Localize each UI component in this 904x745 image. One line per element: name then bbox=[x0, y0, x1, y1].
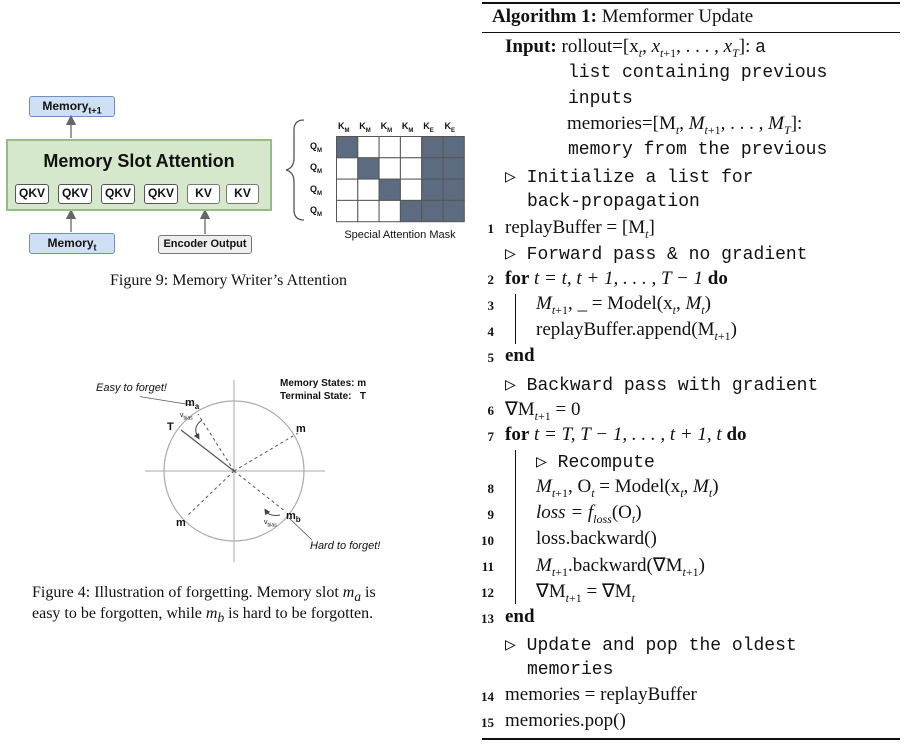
line-number-4: 4 bbox=[487, 324, 494, 339]
line-number-10: 10 bbox=[481, 533, 494, 548]
slot-qkv-2: QKV bbox=[58, 184, 92, 204]
mask-cell-empty bbox=[358, 179, 379, 200]
algorithm-title bbox=[492, 6, 753, 28]
comment-update-2: memories bbox=[527, 660, 614, 680]
mask-col-label: $K_M$ bbox=[380, 121, 393, 134]
mask-cell-filled bbox=[358, 158, 379, 179]
mb-main: m bbox=[286, 510, 296, 522]
alg-line-3: $M_{t+1}$, _ = $Model(x_t$, $M_t$) bbox=[536, 293, 711, 317]
input-line-2: list containing previous bbox=[568, 63, 828, 83]
mask-cell-empty bbox=[400, 137, 421, 158]
line-number-13: 13 bbox=[481, 611, 494, 626]
figure-4-caption bbox=[32, 584, 452, 626]
hard-label: Hard to forget! bbox=[310, 540, 381, 552]
l7-for: for bbox=[505, 424, 530, 445]
m-vector-sw bbox=[187, 471, 234, 516]
line-number-12: 12 bbox=[481, 585, 494, 600]
title-rule bbox=[482, 32, 900, 33]
forgetting-diagram bbox=[140, 375, 340, 565]
l7-do: do bbox=[726, 424, 747, 445]
mask-cell-filled bbox=[443, 179, 464, 200]
comment-update-1: ▷ Update and pop the oldest bbox=[505, 636, 797, 656]
loop-bar-1 bbox=[515, 294, 516, 344]
attention-title: Memory Slot Attention bbox=[43, 151, 235, 171]
ma-main: m bbox=[185, 397, 195, 409]
alg-line-13: end bbox=[505, 606, 535, 627]
vbias-a-main: v bbox=[180, 412, 184, 419]
line-number-1: 1 bbox=[487, 221, 494, 236]
vbias-b-sub: bias bbox=[267, 522, 277, 529]
cap-p2: is bbox=[361, 584, 376, 601]
mask-col-label: $K_M$ bbox=[359, 121, 371, 134]
comment-init-1: ▷ Initialize a list for bbox=[505, 168, 754, 188]
ma-label bbox=[185, 397, 199, 411]
input1-mono: a bbox=[755, 38, 766, 58]
alg-line-11: $M_{t+1}.backward(\nabla M_{t+1})$ bbox=[536, 555, 705, 579]
l6: ∇M bbox=[505, 399, 535, 420]
t-label: T bbox=[167, 421, 174, 433]
memory-next-label: Memory bbox=[42, 99, 89, 113]
l12-rest: = ∇M bbox=[581, 581, 632, 602]
l7-body: t = T, T − 1, . . . , t + 1, t bbox=[534, 424, 722, 445]
mask-cell-filled bbox=[422, 179, 443, 200]
cap-p4: is hard to be forgotten. bbox=[224, 605, 374, 623]
ma-vector bbox=[198, 414, 234, 471]
mask-caption: Special Attention Mask bbox=[344, 229, 456, 241]
mask-cell-filled bbox=[443, 137, 464, 158]
mask-cell-empty bbox=[337, 200, 358, 221]
line-number-14: 14 bbox=[481, 689, 494, 704]
l8-end: = Model(x bbox=[594, 476, 681, 497]
comment-backward: ▷ Backward pass with gradient bbox=[505, 376, 819, 396]
l11: M bbox=[536, 555, 552, 576]
memory-next-sub: t+1 bbox=[88, 105, 102, 116]
mask-row-label: $Q_M$ bbox=[310, 162, 323, 176]
line-number-15: 15 bbox=[481, 715, 494, 730]
line-number-9: 9 bbox=[487, 507, 494, 522]
l8: M bbox=[536, 476, 552, 497]
mask-row-label: $Q_M$ bbox=[310, 141, 323, 154]
l2-for: for bbox=[505, 268, 530, 289]
input-line-1: Input: $rollout=[x_t$, $x_{t+1}$, . . . , $x_T$]: a bbox=[505, 36, 766, 60]
l11-rest: .backward(∇M bbox=[567, 555, 683, 576]
vbias-a-sub: bias bbox=[183, 415, 193, 422]
vbias-a bbox=[180, 412, 193, 421]
figure-9-caption: Figure 9: Memory Writer’s Attention bbox=[110, 272, 347, 289]
mask-cell-filled bbox=[443, 200, 464, 221]
mask-cell-empty bbox=[379, 158, 400, 179]
alg-line-15: memories.pop() bbox=[505, 710, 626, 731]
slot-qkv-1: QKV bbox=[15, 184, 49, 204]
legend-line-1: Memory States: m bbox=[280, 378, 367, 389]
mask-cell-empty bbox=[337, 179, 358, 200]
top-rule bbox=[482, 2, 900, 4]
cap-mb-sub: b bbox=[217, 610, 225, 626]
alg-line-4: $replayBuffer.append(M_{t+1})$ bbox=[536, 319, 737, 343]
l4: replayBuffer.append(M bbox=[536, 319, 715, 340]
mask-cell-filled bbox=[443, 158, 464, 179]
alg-line-2 bbox=[505, 268, 728, 290]
mask-cell-empty bbox=[358, 200, 379, 221]
mask-row-label: $Q_M$ bbox=[310, 204, 323, 218]
l2-do: do bbox=[707, 268, 728, 289]
alg-line-9: loss = $f_{loss}(O_t)$ bbox=[536, 502, 642, 526]
alg-line-10: loss.backward() bbox=[536, 528, 657, 549]
mb-label bbox=[286, 510, 301, 524]
memory-slot-attention-box bbox=[6, 139, 272, 211]
comment-forward: ▷ Forward pass & no gradient bbox=[505, 245, 808, 265]
vbias-b-main: v bbox=[264, 519, 268, 526]
mask-cell-filled bbox=[422, 158, 443, 179]
line-number-11: 11 bbox=[481, 559, 494, 574]
mb-vector bbox=[234, 471, 286, 512]
memory-t-box bbox=[29, 233, 115, 254]
cap-mb: m bbox=[205, 605, 218, 623]
mask-cell-empty bbox=[379, 137, 400, 158]
m-label-ne: m bbox=[296, 423, 306, 435]
loop-bar-2 bbox=[515, 450, 516, 604]
alg-title-bold: Algorithm 1: bbox=[492, 6, 598, 27]
mb-sub: b bbox=[295, 515, 301, 525]
slot-kv-2: KV bbox=[226, 184, 259, 204]
input4: memories=[M bbox=[567, 113, 676, 134]
mask-cell-empty bbox=[379, 200, 400, 221]
m-label-sw: m bbox=[176, 517, 186, 529]
memory-t-label: Memory bbox=[47, 236, 94, 250]
encoder-output-box: Encoder Output bbox=[158, 235, 252, 254]
mask-col-label: $K_E$ bbox=[423, 121, 434, 134]
alg-line-7 bbox=[505, 424, 747, 446]
mask-cell-filled bbox=[400, 200, 421, 221]
alg-line-1: replayBuffer = $[M_t]$ bbox=[505, 217, 655, 241]
mask-cell-empty bbox=[400, 158, 421, 179]
cap-ma-sub: a bbox=[354, 589, 362, 605]
l9-end: (O bbox=[611, 502, 632, 523]
slot-qkv-4: QKV bbox=[144, 184, 178, 204]
cap-p3: easy to be forgotten, while bbox=[32, 605, 206, 623]
l12: ∇M bbox=[536, 581, 566, 602]
mask-col-label: $K_M$ bbox=[401, 121, 414, 134]
mask-cell-empty bbox=[400, 179, 421, 200]
mask-cell-filled bbox=[422, 137, 443, 158]
line-number-5: 5 bbox=[487, 350, 494, 365]
terminal-vector bbox=[181, 430, 234, 471]
l3: M bbox=[536, 293, 552, 314]
input1: rollout=[x bbox=[561, 36, 639, 57]
l3-rest: , _ = Model(x bbox=[567, 293, 673, 314]
cap-ma: m bbox=[342, 584, 355, 601]
comment-init-2: back-propagation bbox=[527, 192, 700, 212]
rotate-arrow-icon bbox=[196, 420, 202, 437]
mask-col-label: $K_E$ bbox=[444, 121, 456, 134]
mask-cell-filled bbox=[337, 137, 358, 158]
mask-cell-filled bbox=[422, 200, 443, 221]
slot-qkv-3: QKV bbox=[101, 184, 135, 204]
attention-mask-grid bbox=[336, 136, 466, 224]
l1: replayBuffer = [M bbox=[505, 217, 646, 238]
alg-title-rest: Memformer Update bbox=[597, 6, 754, 27]
memory-t-sub: t bbox=[93, 242, 97, 253]
input-line-4: $memories=[M_t$, $M_{t+1}$, . . . , $M_T$]: bbox=[567, 113, 803, 137]
alg-line-12: $\nabla M_{t+1} = \nabla M_t$ bbox=[536, 581, 635, 605]
l6-rest: = 0 bbox=[550, 399, 581, 420]
input-line-5: memory from the previous bbox=[568, 140, 828, 160]
m-vector-ne bbox=[234, 433, 298, 471]
l8-rest: , O bbox=[567, 476, 592, 497]
line-number-2: 2 bbox=[487, 272, 494, 287]
rotate-arrow-icon-b bbox=[266, 511, 280, 516]
l9-sub: loss bbox=[593, 511, 612, 526]
alg-line-8: $M_{t+1}$, $O_t$ = $Model(x_t$, $M_t$) bbox=[536, 476, 719, 500]
mask-cell-filled bbox=[379, 179, 400, 200]
ma-sub: a bbox=[194, 402, 200, 412]
alg-line-14: memories = replayBuffer bbox=[505, 684, 697, 705]
line-number-7: 7 bbox=[487, 429, 494, 444]
slot-kv-1: KV bbox=[187, 184, 220, 204]
mask-cell-empty bbox=[337, 158, 358, 179]
easy-label: Easy to forget! bbox=[96, 382, 167, 394]
l2-body: t = t, t + 1, . . . , T − 1 bbox=[534, 268, 704, 289]
mask-cell-empty bbox=[358, 137, 379, 158]
brace-icon bbox=[284, 118, 308, 222]
mask-col-label: $K_M$ bbox=[338, 121, 350, 134]
comment-recompute: ▷ Recompute bbox=[536, 453, 655, 473]
line-number-3: 3 bbox=[487, 298, 494, 313]
vbias-b bbox=[264, 519, 277, 528]
mask-row-label: $Q_M$ bbox=[310, 183, 323, 197]
cap-p1: Figure 4: Illustration of forgetting. Memory slot bbox=[32, 584, 343, 601]
l9: loss = f bbox=[536, 502, 594, 523]
line-number-6: 6 bbox=[487, 403, 494, 418]
bottom-rule bbox=[482, 738, 900, 740]
figure-9-arrows bbox=[0, 0, 300, 260]
input-label: Input: bbox=[505, 36, 557, 57]
input-line-3: inputs bbox=[568, 89, 633, 109]
alg-line-5: end bbox=[505, 345, 535, 366]
line-number-8: 8 bbox=[487, 481, 494, 496]
legend-line-2: Terminal State: T bbox=[280, 391, 366, 402]
alg-line-6: $\nabla M_{t+1} = 0$ bbox=[505, 399, 581, 423]
